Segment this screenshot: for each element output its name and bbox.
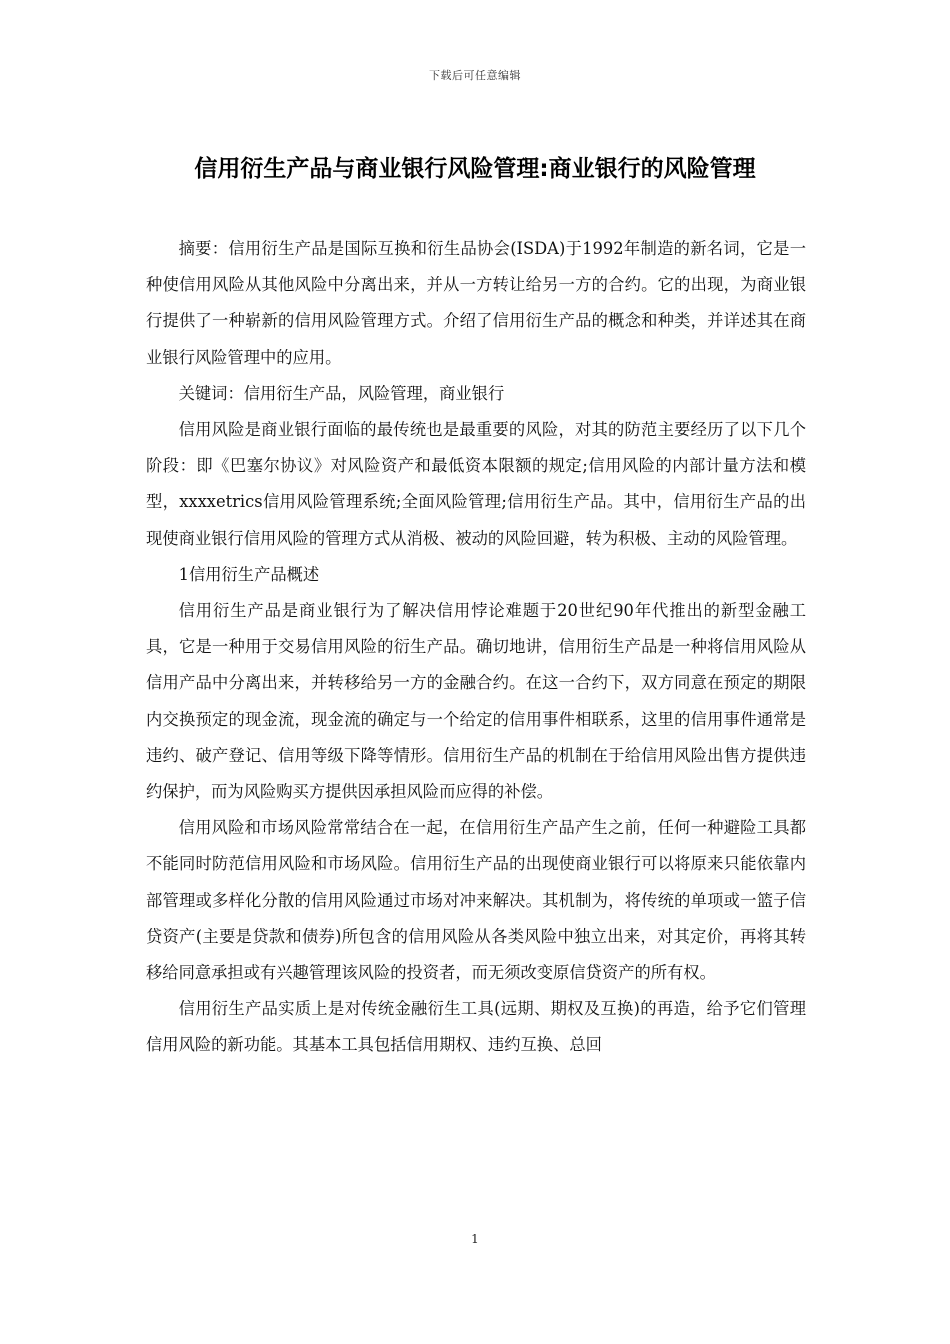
body-paragraph: 信用衍生产品是商业银行为了解决信用悖论难题于20世纪90年代推出的新型金融工具，它是一种用于交易信用风险的衍生产品。确切地讲，信用衍生产品是一种将信用风险从信用产品中分离出来，并转移给另一方的金融合约。在这一合约下，双方同意在预定的期限内交换预定的现金流，现金流的确定与一个给定的信用事件相联系，这里的信用事件通常是违约、破产登记、信用等级下降等情形。信用衍生产品的机制在于给信用风险出售方提供违约保护，而为风险购买方提供因承担风险而应得的补偿。 (146, 601, 806, 802)
page-number: 1 (471, 1232, 479, 1246)
section-heading: 1信用衍生产品概述 (178, 564, 320, 584)
header-note: 下载后可任意编辑 (429, 69, 521, 82)
body-paragraph: 信用风险是商业银行面临的最传统也是最重要的风险，对其的防范主要经历了以下几个阶段：即《巴塞尔协议》对风险资产和最低资本限额的规定;信用风险的内部计量方法和模型，xxxxetrics信用风险管理系统;全面风险管理;信用衍生产品。其中，信用衍生产品的出现使商业银行信用风险的管理方式从消极、被动的风险回避，转为积极、主动的风险管理。 (146, 420, 806, 548)
keywords-paragraph: 关键词：信用衍生产品，风险管理，商业银行 (178, 383, 505, 403)
body-paragraph: 信用风险和市场风险常常结合在一起，在信用衍生产品产生之前，任何一种避险工具都不能同时防范信用风险和市场风险。信用衍生产品的出现使商业银行可以将原来只能依靠内部管理或多样化分散的信用风险通过市场对冲来解决。其机制为，将传统的单项或一篮子信贷资产(主要是贷款和债券)所包含的信用风险从各类风险中独立出来，对其定价，再将其转移给同意承担或有兴趣管理该风险的投资者，而无须改变原信贷资产的所有权。 (146, 818, 806, 983)
abstract-paragraph: 摘要：信用衍生产品是国际互换和衍生品协会(ISDA)于1992年制造的新名词，它是一种使信用风险从其他风险中分离出来，并从一方转让给另一方的合约。它的出现，为商业银行提供了一种崭新的信用风险管理方式。介绍了信用衍生产品的概念和种类，并详述其在商业银行风险管理中的应用。 (146, 239, 806, 367)
document-body (146, 231, 806, 1064)
document-title: 信用衍生产品与商业银行风险管理:商业银行的风险管理 (194, 156, 756, 182)
body-paragraph: 信用衍生产品实质上是对传统金融衍生工具(远期、期权及互换)的再造，给予它们管理信用风险的新功能。其基本工具包括信用期权、违约互换、总回 (146, 999, 806, 1055)
